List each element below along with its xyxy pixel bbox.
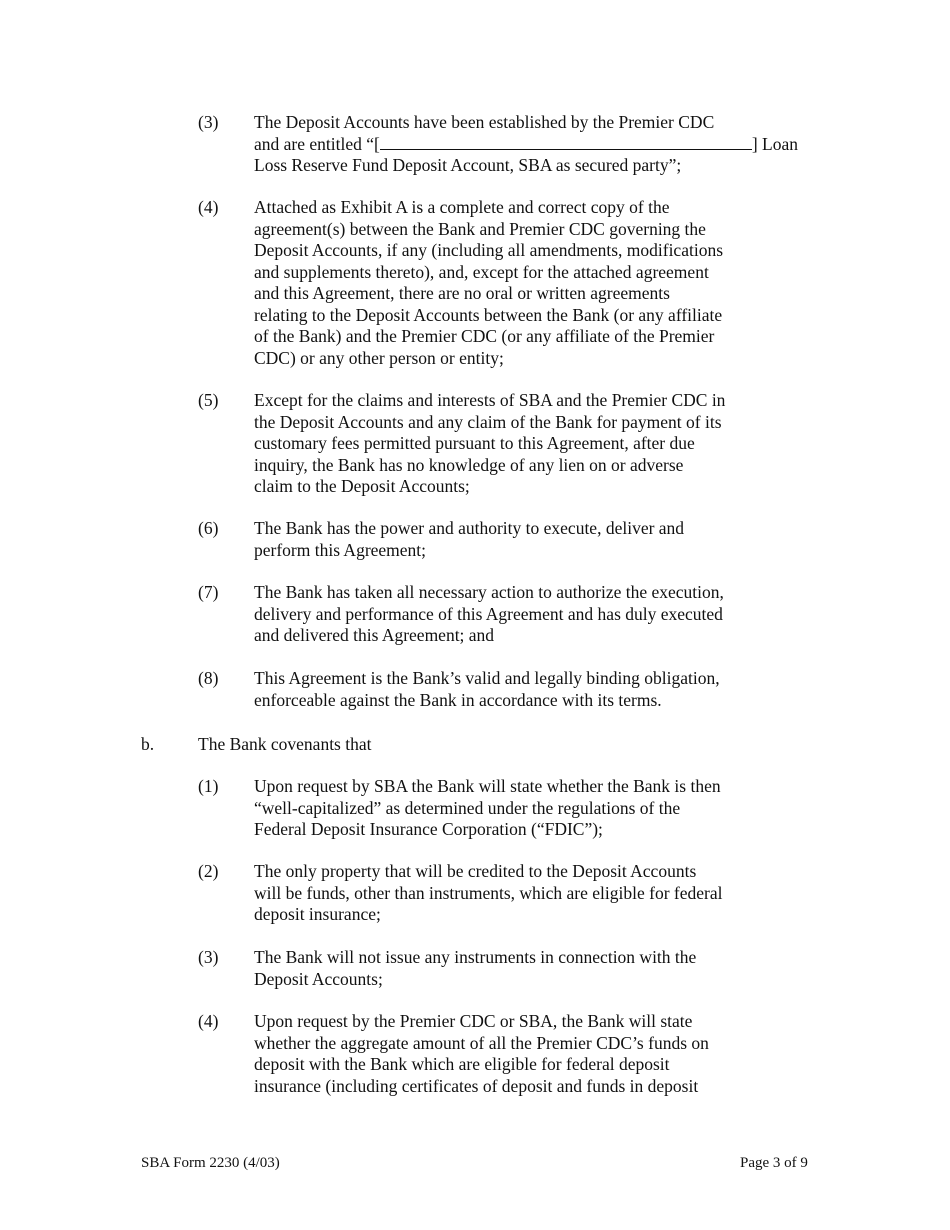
footer-form-number: SBA Form 2230 (4/03) [141, 1155, 280, 1171]
item-text: Upon request by the Premier CDC or SBA, the Bank will state whether the aggregate amount of all the Premier CDC’s funds on deposit with the Bank which are eligible for federal deposit insurance (including certificates of deposit and funds in deposit [254, 1011, 709, 1096]
item-number: (3) [198, 947, 219, 967]
item-text: The Bank will not issue any instruments in connection with the Deposit Accounts; [254, 947, 697, 989]
item-number: (4) [198, 1011, 219, 1031]
section-lead: The Bank covenants that [198, 734, 372, 754]
item-text: Attached as Exhibit A is a complete and correct copy of the agreement(s) between the Bank and Premier CDC governing the Deposit Accounts, if any (including all amendments, modifications and supplements thereto), and, except for the attached agreement and this Agreement, there are no oral or written agreements relating to the Deposit Accounts between the Bank (or any affiliate of the Bank) and the Premier CDC (or any affiliate of the Premier CDC) or any other person or entity; [254, 197, 724, 368]
item-text: The Bank has the power and authority to execute, deliver and perform this Agreement; [254, 518, 685, 560]
footer-page-number: Page 3 of 9 [740, 1155, 808, 1171]
item-number: (6) [198, 518, 219, 538]
item-number: (3) [198, 112, 219, 132]
section-letter: b. [141, 734, 155, 754]
item-text: The Bank has taken all necessary action to authorize the execution, delivery and performance of this Agreement and has duly executed and delivered this Agreement; and [254, 582, 724, 645]
item-text: The only property that will be credited to the Deposit Accounts will be funds, other than instruments, which are eligible for federal deposit insurance; [254, 861, 723, 924]
item-number: (8) [198, 668, 219, 688]
item-text: Except for the claims and interests of SBA and the Premier CDC in the Deposit Accounts and any claim of the Bank for payment of its customary fees permitted pursuant to this Agreement, after due inquiry, the Bank has no knowledge of any lien on or adverse claim to the Deposit Accounts; [254, 390, 726, 496]
item-text: The Deposit Accounts have been established by the Premier CDC and are entitled “[ ] Loan Loss Reserve Fund Deposit Account, SBA as secured party”; [254, 112, 799, 175]
item-number: (5) [198, 390, 219, 410]
item-number: (2) [198, 861, 219, 881]
item-text: Upon request by SBA the Bank will state whether the Bank is then “well-capitalized” as determined under the regulations of the Federal Deposit Insurance Corporation (“FDIC”); [254, 776, 721, 839]
item-number: (7) [198, 582, 219, 602]
item-number: (1) [198, 776, 219, 796]
blank-fill-line [380, 135, 752, 150]
item-number: (4) [198, 197, 219, 217]
item-text: This Agreement is the Bank’s valid and legally binding obligation, enforceable against the Bank in accordance with its terms. [254, 668, 720, 710]
